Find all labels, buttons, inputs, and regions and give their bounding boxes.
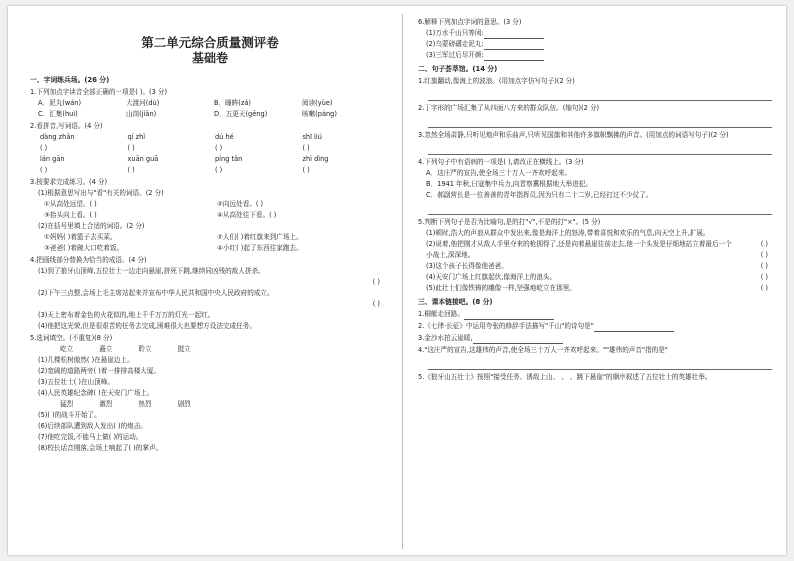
word-choice: 热烈 (138, 400, 152, 408)
question-5: 5.选词填空。(不重复)(8 分) (30, 334, 113, 342)
exam-sheet (8, 6, 786, 555)
question-2: 2.看拼音,写词语。(4 分) (30, 122, 103, 130)
q6-item-text: (2)乌蒙磅礴走泥丸: (426, 40, 484, 48)
answer-blank[interactable] (473, 335, 563, 344)
section-2-heading: 二、句子荟萃馆。(14 分) (418, 65, 498, 73)
r5-text: 小战士,深深地。 (426, 251, 475, 259)
pinyin-item: qí zhǐ (127, 133, 146, 141)
question-3: 3.按要求完成练习。(4 分) (30, 178, 108, 186)
r5-item: 小战士,深深地。 ( ) (426, 251, 768, 259)
answer-blank[interactable] (484, 52, 544, 61)
q5-item: (3)五位壮士( )在山顶峰。 (38, 378, 114, 386)
option-d: D．五更天(gēng) (214, 110, 268, 118)
q3b-item: ①妈妈( )着篮子去买菜。 (44, 233, 117, 241)
question-1: 1.下列加点字读音全部正确的一项是( )。(3 分) (30, 88, 168, 96)
q4-option: B．1941 年秋,日寇集中兵力,向晋察冀根据地大举进犯。 (426, 180, 593, 188)
sentence-q3: 3.忽然全场肃静,只听见炮声和乐曲声,只听见国旗和其他许多旗帜飘拂的声音。(用加点的词语写句子)(2 分) (418, 131, 729, 139)
r5-item: (5)此壮士们像铁铸的雕像一样,坚强地屹立在那里。 ( ) (426, 284, 768, 292)
pinyin-item: píng tǎn (215, 155, 243, 163)
q3a-item: ②向远处看。( ) (217, 200, 264, 208)
r5-item: (4)天安门广场上红旗起伏,像海洋上的浪头。 ( ) (426, 273, 768, 281)
q4-option: C．郝副营长是一位善善的青年指挥员,因为只有二十二岁,已经打过不少仗了。 (426, 191, 653, 199)
word-choice: 矗立 (99, 345, 113, 353)
option-b2: 阅读(yùe) (302, 99, 333, 107)
sentence-q5: 5.判断下列句子是否为比喻句,是的打"√",不是的打"×"。(5 分) (418, 218, 601, 226)
question-6: 6.解释下列加点字词的意思。(3 分) (418, 18, 522, 26)
q6-item (418, 50, 778, 61)
q5-item: (6)后续部队遭到敌人发出( )的炮击。 (38, 422, 147, 430)
page-subtitle: 基础卷 (191, 51, 228, 65)
q3b-item: ②人们( )着红旗来到广场上。 (217, 233, 303, 241)
link-q5: 5.《狼牙山五壮士》按照"接受任务、诱敌上山、 、 、跳下悬崖"的顺序叙述了五位壮士的英雄壮举。 (418, 373, 712, 381)
q5-word-list-1 (30, 344, 390, 355)
answer-line[interactable] (428, 358, 772, 370)
r5-item (418, 228, 778, 239)
link-q3-text: 3.金沙水拍云崖暖, (418, 334, 473, 342)
q5-item: (4)人民英雄纪念碑( )在天安门广场上。 (38, 389, 154, 397)
section-1-heading: 一、字词练兵场。(26 分) (30, 76, 110, 84)
sentence-q4: 4.下列句子中有语病的一项是( ),请改正在横线上。(3 分) (418, 158, 584, 166)
r5-text: (5)此壮士们像铁铸的雕像一样,坚强地屹立在那里。 (426, 284, 576, 292)
q3b-item: ④小红( )起了东西往家跑去。 (217, 244, 303, 252)
q4-paren-1: ( ) (372, 278, 380, 286)
r5-item: (2)说着,他把刚才从敌人手里夺来的枪拥得了,还是向着悬崖往前走去,他一个头发是仔细地站立着最后一个 ( ) (426, 240, 768, 248)
answer-line[interactable] (428, 116, 772, 128)
q5-item: (2)宽阔的道路两旁( )着一排排高楼大厦。 (38, 367, 161, 375)
question-1-options-row1 (30, 98, 390, 109)
question-3b: (2)在括号里填上合适的词语。(2 分) (38, 222, 145, 230)
q4-item-4: (4)他把这光荣,但是很艰苦的任务去完成,困难很大也要想方设法完成任务。 (38, 322, 256, 330)
answer-line[interactable] (428, 89, 772, 101)
q6-item-text: (3)三军过后尽开颜: (426, 51, 484, 59)
q4-item-1: (1)到了狼牙山顶峰,五位壮士一边走向悬崖,拼死下跳,继续同凶残的敌人拼杀。 (38, 267, 265, 275)
q3b-row2 (30, 243, 390, 254)
answer-blank[interactable] (464, 311, 554, 320)
option-c2: 山岗(jiān) (126, 110, 157, 118)
q3a-item: ③抬头向上看。( ) (44, 211, 97, 219)
pinyin-item: xuān guā (127, 155, 159, 163)
word-choice: 挺立 (177, 345, 191, 353)
q3a-row2 (30, 210, 390, 221)
word-choice: 聆立 (138, 345, 152, 353)
page-title: 第二单元综合质量测评卷 (141, 35, 279, 50)
q6-item (418, 39, 778, 50)
q3a-row1 (30, 199, 390, 210)
q4-item-2: (2)下午三点整,会场上毛主席站起来并宣布中华人民共和国中央人民政府的成立。 (38, 289, 274, 297)
option-a2: 大渡河(dù) (126, 99, 160, 107)
answer-blank[interactable] (484, 41, 544, 50)
q4-paren-2: ( ) (372, 300, 380, 308)
link-q1 (418, 309, 778, 320)
link-q2-text: 2.《七律·长征》中运用夸张的修辞手法描写"千山"的诗句是" (418, 322, 594, 330)
q4-option: A．这庄严的宣告,使全场三十万人一齐欢呼起来。 (426, 169, 572, 177)
option-b: B．睡眸(zá) (214, 99, 251, 107)
question-1-options-row2 (30, 109, 390, 120)
answer-blank[interactable] (484, 30, 544, 39)
answer-paren-row-1: ( ) ( ) ( ) ( ) (40, 144, 310, 152)
answer-blank[interactable] (594, 323, 674, 332)
r5-item: (3)这个孩子长得像他爸爸。 ( ) (426, 262, 768, 270)
q5-item: (8)校长话音刚落,会场上响起了( )的掌声。 (38, 444, 163, 452)
word-choice: 屹立 (60, 345, 74, 353)
q5-item: (7)他吃完饭,不能马上做( )的运动。 (38, 433, 143, 441)
section-3-heading: 三、课本链接吧。(8 分) (418, 298, 493, 306)
option-c: C．汇集(huì) (38, 110, 78, 118)
question-4: 4.把画线部分替换为恰当的成语。(4 分) (30, 256, 147, 264)
q3a-item: ①从高处远望。( ) (44, 200, 97, 208)
link-q4: 4."这庄严的宣告,这雄伟的声音,使全场三十万人一齐欢呼起来。""雄伟的声音"指的是" (418, 346, 668, 354)
link-q3 (418, 333, 778, 344)
sentence-q1: 1.红旗翻动,像海上的波浪。(用加点字仿写句子)(2 分) (418, 77, 575, 85)
r5-text: (2)说着,他把刚才从敌人手里夺来的枪拥得了,还是向着悬崖往前走去,他一个头发是仔细地站立着最后一个 (426, 240, 732, 248)
q3b-row1 (30, 232, 390, 243)
pinyin-item: lán gān (40, 155, 65, 163)
left-column (30, 16, 390, 454)
answer-paren-row-2: ( ) ( ) ( ) ( ) (40, 166, 310, 174)
question-3a: (1)根据意思写出与"看"有关的词语。(2 分) (38, 189, 164, 197)
link-q1-text: 1.桐艇走回路。 (418, 310, 464, 318)
pinyin-item: dàng zhǎn (40, 133, 75, 141)
option-a: A．泥丸(wán) (38, 99, 82, 107)
word-choice: 激烈 (99, 400, 113, 408)
pinyin-row-1 (30, 132, 390, 143)
r5-text: (1)顿时,浩大的声浪从群众中发出来,像是海洋上的怒涛,带着喜悦和欢乐的气息,向天空上升,扩展。 (426, 229, 710, 237)
q6-item (418, 28, 778, 39)
answer-line[interactable] (428, 203, 772, 215)
link-q2 (418, 321, 778, 332)
q4-item-3: (3)天上密布着金色的火花似的,地上千千万万的灯光一起红。 (38, 311, 215, 319)
q5-word-list-2 (30, 399, 390, 410)
pinyin-item: shī liú (302, 133, 322, 141)
r5-text: (4)天安门广场上红旗起伏,像海洋上的浪头。 (426, 273, 557, 281)
q3b-item: ③爸爸( )着碗大口吃着饭。 (44, 244, 124, 252)
pinyin-row-2 (30, 154, 390, 165)
sentence-q2: 2.丁字形的广场汇集了从四面八方来的群众队伍。(缩句)(2 分) (418, 104, 600, 112)
option-d2: 咳嗽(páng) (302, 110, 337, 118)
pinyin-item: zhì dìng (302, 155, 329, 163)
q5-item: (1)几棵松树傲然( )在悬崖边上。 (38, 356, 134, 364)
q5-item: (5)( )的战斗开始了。 (38, 411, 101, 419)
pinyin-item: dú hé (215, 133, 234, 141)
right-column (418, 16, 778, 383)
word-choice: 猛烈 (60, 400, 74, 408)
q3a-item: ④从高处往下看。( ) (217, 211, 277, 219)
q6-item-text: (1)万水千山只等闲: (426, 29, 484, 37)
r5-text: (3)这个孩子长得像他爸爸。 (426, 262, 508, 270)
answer-line[interactable] (428, 143, 772, 155)
word-choice: 剧烈 (177, 400, 191, 408)
column-divider (402, 14, 403, 549)
